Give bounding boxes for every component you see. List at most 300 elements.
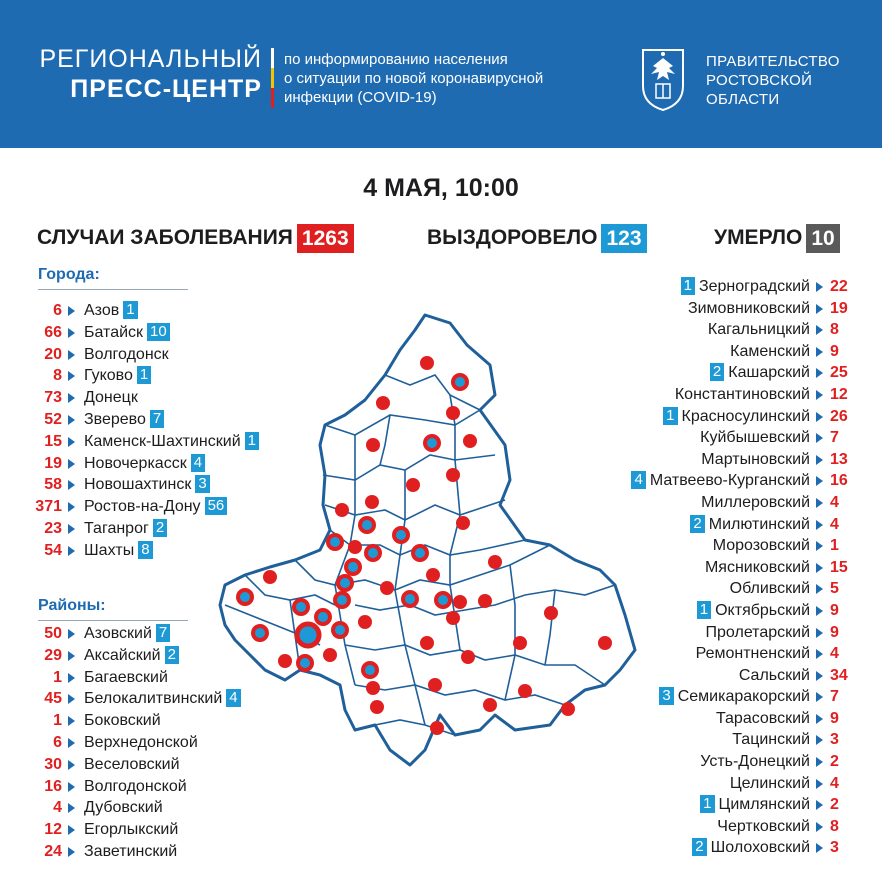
government-name xyxy=(706,52,876,109)
arrow-right-icon xyxy=(68,738,75,748)
district-name: Цимлянский xyxy=(718,796,810,814)
arrow-right-icon xyxy=(816,325,823,335)
case-marker xyxy=(263,570,277,584)
district-row xyxy=(560,794,882,816)
arrow-right-icon xyxy=(816,779,823,789)
case-marker xyxy=(518,684,532,698)
cases-count: 30 xyxy=(44,755,62,773)
recovered-count: 4 xyxy=(191,454,205,472)
city-name: Батайск xyxy=(84,323,144,341)
district-name: Аксайский xyxy=(84,646,161,664)
city-name-cell xyxy=(84,322,170,344)
cases-count: 4 xyxy=(830,515,839,533)
cases-count: 19 xyxy=(830,299,848,317)
arrow-right-icon xyxy=(68,782,75,792)
case-marker xyxy=(544,606,558,620)
cases-count: 19 xyxy=(44,454,62,472)
cities-heading: Города: xyxy=(38,266,100,283)
cases-count: 8 xyxy=(830,817,839,835)
recovered-count: 4 xyxy=(226,689,240,707)
case-marker xyxy=(456,516,470,530)
district-name-cell xyxy=(84,819,178,841)
case-marker xyxy=(297,624,319,646)
district-name: Шолоховский xyxy=(710,839,810,857)
city-name-cell xyxy=(84,409,164,431)
cases-count: 4 xyxy=(830,645,839,663)
cases-count: 16 xyxy=(44,777,62,795)
subtitle-line-3: инфекции (COVID-19) xyxy=(284,89,437,106)
cases-count: 29 xyxy=(44,646,62,664)
city-name: Шахты xyxy=(84,541,135,559)
cases-count: 73 xyxy=(44,389,62,407)
case-marker xyxy=(370,700,384,714)
cases-count: 13 xyxy=(830,450,848,468)
district-name: Чертковский xyxy=(717,817,810,835)
arrow-right-icon xyxy=(816,584,823,594)
cases-count: 3 xyxy=(830,839,839,857)
district-name: Тарасовский xyxy=(715,709,810,727)
title-line-1: РЕГИОНАЛЬНЫЙ xyxy=(39,45,262,73)
cases-count: 15 xyxy=(830,558,848,576)
case-marker xyxy=(420,636,434,650)
cases-count: 1 xyxy=(53,668,62,686)
city-name: Каменск-Шахтинский xyxy=(84,432,241,450)
district-boundary xyxy=(380,415,390,465)
arrow-right-icon xyxy=(68,629,75,639)
cases-count: 4 xyxy=(830,493,839,511)
district-name-cell xyxy=(710,362,810,384)
cases-count: 24 xyxy=(44,842,62,860)
district-name-cell xyxy=(705,557,810,579)
district-name-cell xyxy=(706,622,810,644)
arrow-right-icon xyxy=(816,498,823,508)
recovered-count: 10 xyxy=(147,323,170,341)
district-boundary xyxy=(325,500,505,520)
cases-count: 371 xyxy=(35,498,62,516)
cases-count: 12 xyxy=(44,821,62,839)
district-name-cell xyxy=(700,427,810,449)
case-marker xyxy=(436,593,450,607)
city-name: Таганрог xyxy=(84,519,149,537)
district-name-cell xyxy=(696,643,810,665)
case-marker xyxy=(365,495,379,509)
case-marker xyxy=(363,663,377,677)
coat-of-arms-icon xyxy=(638,44,688,114)
cases-count: 54 xyxy=(44,541,62,559)
district-name: Тацинский xyxy=(732,731,810,749)
cases-count: 6 xyxy=(53,733,62,751)
case-marker xyxy=(394,528,408,542)
recovered-count: 3 xyxy=(195,475,209,493)
recovered-count: 8 xyxy=(138,541,152,559)
arrow-right-icon xyxy=(816,412,823,422)
case-marker xyxy=(366,681,380,695)
subtitle-line-1: по информированию населения xyxy=(284,51,508,68)
cases-count: 2 xyxy=(830,796,839,814)
case-marker xyxy=(598,636,612,650)
district-boundary xyxy=(345,645,605,685)
district-name: Сальский xyxy=(738,666,810,684)
arrow-right-icon xyxy=(68,760,75,770)
org-line-1: ПРАВИТЕЛЬСТВО xyxy=(706,53,840,70)
district-name-cell xyxy=(713,535,810,557)
case-marker xyxy=(338,576,352,590)
district-name: Милютинский xyxy=(708,515,810,533)
cases-count: 9 xyxy=(830,342,839,360)
district-name: Волгодонской xyxy=(84,777,187,795)
district-name-cell xyxy=(688,298,810,320)
cases-count: 7 xyxy=(830,429,839,447)
district-name-cell xyxy=(690,514,810,536)
arrow-right-icon xyxy=(816,347,823,357)
case-marker xyxy=(366,438,380,452)
press-center-title xyxy=(0,44,262,104)
recovered-label: ВЫЗДОРОВЕЛО xyxy=(427,226,598,249)
cases-count: 4 xyxy=(53,799,62,817)
arrow-right-icon xyxy=(816,476,823,486)
case-marker xyxy=(328,535,342,549)
city-name: Новочеркасск xyxy=(84,454,187,472)
recovered-count: 1 xyxy=(137,366,151,384)
case-marker xyxy=(323,648,337,662)
arrow-right-icon xyxy=(816,822,823,832)
arrow-right-icon xyxy=(68,437,75,447)
cases-count: 4 xyxy=(830,774,839,792)
district-name: Дубовский xyxy=(84,799,163,817)
cases-count: 12 xyxy=(830,385,848,403)
case-marker xyxy=(316,610,330,624)
arrow-right-icon xyxy=(68,651,75,661)
cases-count: 50 xyxy=(44,625,62,642)
cases-count: 3 xyxy=(830,731,839,749)
district-name: Егорлыкский xyxy=(84,821,179,839)
cases-count: 52 xyxy=(44,410,62,428)
org-line-2: РОСТОВСКОЙ xyxy=(706,72,813,89)
arrow-right-icon xyxy=(68,825,75,835)
case-marker xyxy=(420,356,434,370)
district-name-cell xyxy=(84,797,163,819)
cases-count: 6 xyxy=(53,302,62,319)
recovered-count: 3 xyxy=(659,687,673,705)
case-marker xyxy=(348,540,362,554)
city-name-cell xyxy=(84,365,151,387)
district-name-cell xyxy=(700,751,810,773)
cases-count: 7 xyxy=(830,688,839,706)
city-name-cell xyxy=(84,518,167,540)
arrow-right-icon xyxy=(68,480,75,490)
recovered-count: 4 xyxy=(631,471,645,489)
cases-count: 5 xyxy=(830,580,839,598)
district-name-cell xyxy=(84,754,180,776)
district-row xyxy=(0,819,330,841)
district-name-cell xyxy=(84,776,187,798)
district-name-cell xyxy=(631,470,810,492)
district-name: Кагальницкий xyxy=(707,321,810,339)
cases-label: СЛУЧАИ ЗАБОЛЕВАНИЯ xyxy=(37,226,293,249)
recovered-count: 1 xyxy=(245,432,259,450)
district-name: Обливский xyxy=(729,580,810,598)
case-marker xyxy=(403,592,417,606)
arrow-right-icon xyxy=(68,803,75,813)
district-name-cell xyxy=(84,710,161,732)
city-name: Гуково xyxy=(84,367,133,385)
arrow-right-icon xyxy=(68,524,75,534)
district-name-cell xyxy=(739,665,810,687)
district-row xyxy=(560,276,882,298)
arrow-right-icon xyxy=(68,306,75,316)
cases-count: 34 xyxy=(830,666,848,684)
subtitle-line-2: о ситуации по новой коронавирусной xyxy=(284,70,544,87)
arrow-right-icon xyxy=(68,502,75,512)
cases-count: 1 xyxy=(53,712,62,730)
district-name-cell xyxy=(681,276,810,298)
deaths-label: УМЕРЛО xyxy=(714,226,803,249)
arrow-right-icon xyxy=(816,606,823,616)
districts-heading: Районы: xyxy=(38,597,106,614)
district-name: Октябрьский xyxy=(715,601,810,619)
district-name-cell xyxy=(701,492,810,514)
arrow-right-icon xyxy=(816,800,823,810)
title-line-2: ПРЕСС-ЦЕНТР xyxy=(70,75,262,103)
arrow-right-icon xyxy=(816,843,823,853)
district-row xyxy=(0,797,330,819)
district-name-cell xyxy=(717,816,810,838)
city-name-cell xyxy=(84,344,169,366)
district-name-cell xyxy=(84,623,170,645)
cases-count: 9 xyxy=(830,601,839,619)
district-name-cell xyxy=(732,729,810,751)
district-name: Константиновский xyxy=(674,385,810,403)
district-name-cell xyxy=(675,384,810,406)
arrow-right-icon xyxy=(816,671,823,681)
arrow-right-icon xyxy=(816,563,823,573)
district-name: Пролетарский xyxy=(705,623,810,641)
cases-count: 2 xyxy=(830,753,839,771)
recovered-count: 1 xyxy=(697,601,711,619)
case-marker xyxy=(380,581,394,595)
district-row xyxy=(560,773,882,795)
city-name-cell xyxy=(84,387,138,409)
district-name: Верхнедонской xyxy=(84,733,198,751)
cities-divider xyxy=(38,289,188,290)
district-name: Миллеровский xyxy=(701,493,810,511)
arrow-right-icon xyxy=(816,757,823,767)
arrow-right-icon xyxy=(816,433,823,443)
arrow-right-icon xyxy=(816,649,823,659)
district-name: Багаевский xyxy=(84,668,168,686)
city-name-cell xyxy=(84,540,153,562)
cases-count: 58 xyxy=(44,476,62,494)
case-marker xyxy=(294,600,308,614)
recovered-count: 1 xyxy=(663,407,677,425)
arrow-right-icon xyxy=(816,455,823,465)
arrow-right-icon xyxy=(68,350,75,360)
deaths-stat xyxy=(714,223,840,253)
arrow-right-icon xyxy=(816,541,823,551)
case-marker xyxy=(561,702,575,716)
case-marker xyxy=(376,396,390,410)
case-marker xyxy=(238,590,252,604)
recovered-count: 1 xyxy=(700,795,714,813)
recovered-count: 2 xyxy=(690,515,704,533)
city-name: Новошахтинск xyxy=(84,476,192,494)
press-center-subtitle xyxy=(284,50,614,107)
recovered-count: 2 xyxy=(153,519,167,537)
case-marker xyxy=(298,656,312,670)
district-name-cell xyxy=(663,406,810,428)
cases-count: 8 xyxy=(830,321,839,339)
district-name-cell xyxy=(84,645,179,667)
district-name-cell xyxy=(730,773,810,795)
district-name: Матвеево-Курганский xyxy=(649,472,810,490)
case-marker xyxy=(426,568,440,582)
district-name-cell xyxy=(697,600,810,622)
district-name-cell xyxy=(730,578,810,600)
city-name: Ростов-на-Дону xyxy=(84,498,201,516)
district-row xyxy=(560,837,882,859)
district-name-cell xyxy=(716,708,810,730)
case-marker xyxy=(278,654,292,668)
deaths-badge: 10 xyxy=(806,224,839,253)
recovered-count: 7 xyxy=(150,410,164,428)
arrow-right-icon xyxy=(816,735,823,745)
region-outline xyxy=(220,315,635,765)
district-boundary xyxy=(355,685,565,705)
district-name: Мартыновский xyxy=(701,450,810,468)
district-boundary xyxy=(323,455,495,480)
recovered-count: 1 xyxy=(123,301,137,319)
cases-count: 15 xyxy=(44,432,62,450)
cases-count: 26 xyxy=(830,407,848,425)
district-name-cell xyxy=(84,667,168,689)
district-name: Заветинский xyxy=(84,842,178,860)
arrow-right-icon xyxy=(68,459,75,469)
district-name: Боковский xyxy=(84,712,161,730)
org-line-3: ОБЛАСТИ xyxy=(706,91,780,108)
case-marker xyxy=(358,615,372,629)
cases-count: 8 xyxy=(53,367,62,385)
district-name-cell xyxy=(708,319,810,341)
city-name-cell xyxy=(84,453,205,475)
case-marker xyxy=(453,595,467,609)
cases-badge: 1263 xyxy=(297,224,354,253)
case-marker xyxy=(483,698,497,712)
case-marker xyxy=(461,650,475,664)
district-name: Кашарский xyxy=(728,364,810,382)
recovered-count: 2 xyxy=(165,646,179,664)
district-name: Азовский xyxy=(84,625,152,642)
city-name: Зверево xyxy=(84,410,146,428)
district-name: Зимовниковский xyxy=(687,299,810,317)
case-marker xyxy=(253,626,267,640)
district-name: Целинский xyxy=(729,774,810,792)
case-marker xyxy=(513,636,527,650)
district-name-cell xyxy=(84,732,198,754)
district-boundary xyxy=(505,565,515,700)
case-marker xyxy=(446,611,460,625)
case-marker xyxy=(453,375,467,389)
case-marker xyxy=(413,546,427,560)
arrow-right-icon xyxy=(816,282,823,292)
arrow-right-icon xyxy=(816,714,823,724)
district-name: Куйбышевский xyxy=(700,429,810,447)
arrow-right-icon xyxy=(68,371,75,381)
city-name: Донецк xyxy=(84,389,138,407)
district-name: Белокалитвинский xyxy=(84,690,223,708)
case-marker xyxy=(366,546,380,560)
case-marker xyxy=(488,555,502,569)
case-marker xyxy=(446,406,460,420)
recovered-count: 56 xyxy=(205,497,228,515)
district-name: Каменский xyxy=(730,342,810,360)
arrow-right-icon xyxy=(816,628,823,638)
recovered-count: 2 xyxy=(692,838,706,856)
cases-count: 25 xyxy=(830,364,848,382)
district-name: Морозовский xyxy=(712,537,810,555)
districts-divider xyxy=(38,620,188,621)
cases-count: 1 xyxy=(830,537,839,555)
arrow-right-icon xyxy=(68,546,75,556)
arrow-right-icon xyxy=(68,716,75,726)
cases-count: 22 xyxy=(830,278,848,295)
flag-stripe xyxy=(271,48,274,108)
district-name-cell xyxy=(730,341,810,363)
recovered-count: 2 xyxy=(710,363,724,381)
district-name: Семикаракорский xyxy=(677,688,810,706)
case-marker xyxy=(430,721,444,735)
recovered-stat xyxy=(427,223,647,253)
case-marker xyxy=(333,623,347,637)
region-map-svg xyxy=(205,305,645,775)
case-marker xyxy=(425,436,439,450)
case-marker xyxy=(463,434,477,448)
cases-count: 45 xyxy=(44,690,62,708)
city-name: Волгодонск xyxy=(84,345,169,363)
cases-count: 9 xyxy=(830,709,839,727)
district-name-cell xyxy=(659,686,810,708)
case-marker xyxy=(335,503,349,517)
region-map xyxy=(205,305,645,775)
arrow-right-icon xyxy=(68,847,75,857)
case-marker xyxy=(335,593,349,607)
arrow-right-icon xyxy=(816,520,823,530)
case-marker xyxy=(428,678,442,692)
recovered-count: 7 xyxy=(156,624,170,642)
district-name: Зерноградский xyxy=(698,278,810,295)
district-name-cell xyxy=(700,794,810,816)
recovered-badge: 123 xyxy=(601,224,646,253)
district-boundary xyxy=(545,590,555,665)
arrow-right-icon xyxy=(68,328,75,338)
arrow-right-icon xyxy=(68,415,75,425)
city-name: Азов xyxy=(84,302,120,319)
arrow-right-icon xyxy=(68,673,75,683)
recovered-count: 1 xyxy=(681,277,695,295)
district-name: Мясниковский xyxy=(704,558,810,576)
district-row xyxy=(560,816,882,838)
arrow-right-icon xyxy=(68,694,75,704)
cases-count: 66 xyxy=(44,323,62,341)
cases-stat xyxy=(37,223,354,253)
district-name: Красносулинский xyxy=(681,407,810,425)
city-name-cell xyxy=(84,300,138,322)
arrow-right-icon xyxy=(816,390,823,400)
arrow-right-icon xyxy=(816,368,823,378)
district-row xyxy=(0,776,330,798)
district-row xyxy=(0,841,330,863)
city-name-cell xyxy=(84,474,210,496)
cases-count: 9 xyxy=(830,623,839,641)
